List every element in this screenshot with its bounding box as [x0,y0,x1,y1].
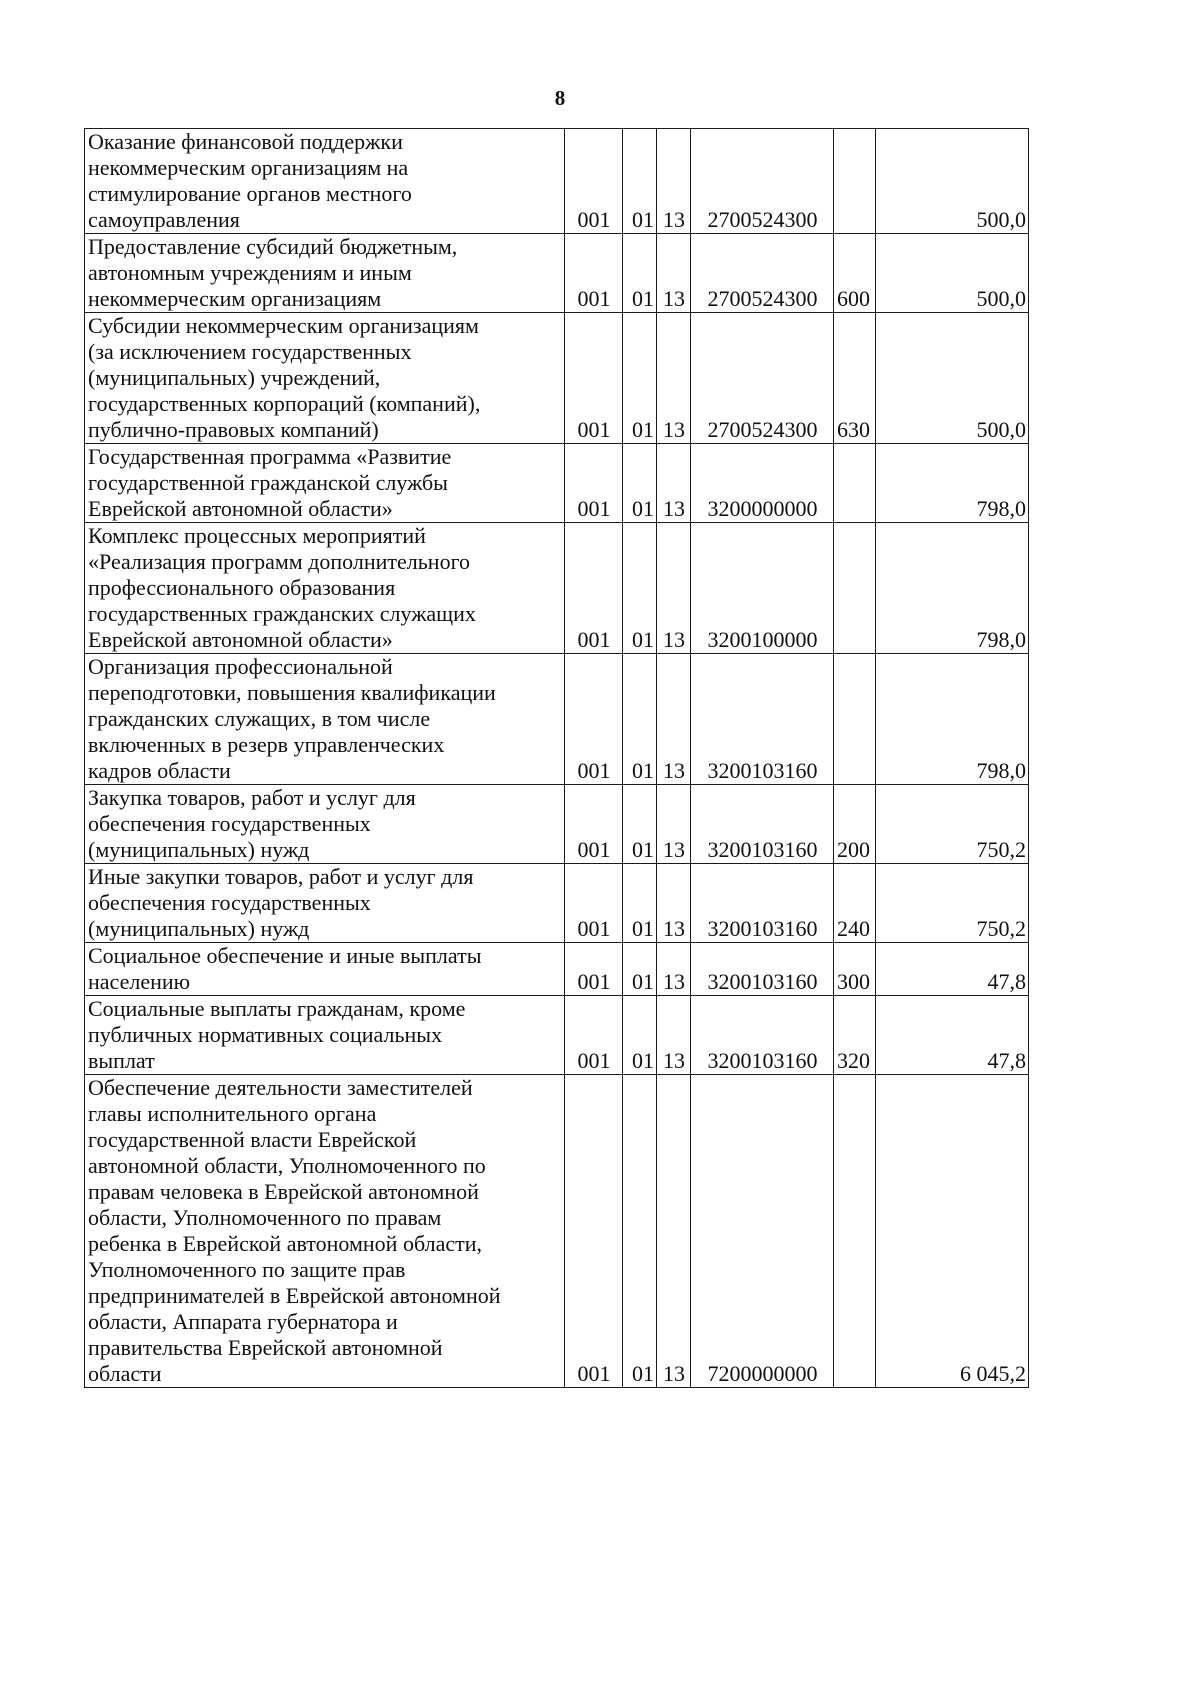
row-admin-code: 001 [565,313,623,444]
row-subsection-code: 13 [657,234,691,313]
table-row [85,996,1029,1075]
row-amount: 798,0 [876,523,1029,654]
table-row [85,654,1029,785]
row-expense-type-code [834,1075,876,1388]
row-admin-code: 001 [565,785,623,864]
row-admin-code: 001 [565,523,623,654]
row-description: Государственная программа «Развитие государственной гражданской службы Еврейской автономной области» [85,444,565,523]
row-amount: 500,0 [876,129,1029,234]
row-admin-code: 001 [565,943,623,996]
row-admin-code: 001 [565,1075,623,1388]
row-expense-type-code [834,444,876,523]
row-subsection-code: 13 [657,313,691,444]
row-section-code: 01 [623,523,657,654]
row-expense-type-code: 300 [834,943,876,996]
row-section-code: 01 [623,864,657,943]
table-row [85,523,1029,654]
row-amount: 500,0 [876,313,1029,444]
row-target-code: 3200103160 [691,996,834,1075]
row-admin-code: 001 [565,234,623,313]
page-number: 8 [554,86,566,110]
table-row [85,1075,1029,1388]
row-amount: 47,8 [876,943,1029,996]
row-subsection-code: 13 [657,864,691,943]
row-expense-type-code: 630 [834,313,876,444]
row-description: Социальные выплаты гражданам, кроме публичных нормативных социальных выплат [85,996,565,1075]
row-subsection-code: 13 [657,129,691,234]
row-admin-code: 001 [565,864,623,943]
row-description: Субсидии некоммерческим организациям (за исключением государственных (муниципальных) учреждений, государственных корпораций (компаний), публично-правовых компаний) [85,313,565,444]
row-expense-type-code: 240 [834,864,876,943]
row-amount: 798,0 [876,444,1029,523]
row-section-code: 01 [623,1075,657,1388]
row-section-code: 01 [623,444,657,523]
row-description: Социальное обеспечение и иные выплаты населению [85,943,565,996]
budget-table [84,128,1029,1388]
row-admin-code: 001 [565,444,623,523]
table-row [85,234,1029,313]
row-target-code: 7200000000 [691,1075,834,1388]
row-subsection-code: 13 [657,996,691,1075]
row-subsection-code: 13 [657,523,691,654]
row-target-code: 3200103160 [691,943,834,996]
row-amount: 798,0 [876,654,1029,785]
table-row [85,864,1029,943]
row-amount: 750,2 [876,864,1029,943]
row-section-code: 01 [623,996,657,1075]
row-subsection-code: 13 [657,1075,691,1388]
row-admin-code: 001 [565,996,623,1075]
row-subsection-code: 13 [657,444,691,523]
row-target-code: 2700524300 [691,313,834,444]
row-description: Иные закупки товаров, работ и услуг для обеспечения государственных (муниципальных) нужд [85,864,565,943]
row-description: Организация профессиональной переподготовки, повышения квалификации гражданских служащих, в том числе включенных в резерв управленческих кадров области [85,654,565,785]
table-row [85,943,1029,996]
row-expense-type-code [834,523,876,654]
row-section-code: 01 [623,654,657,785]
table-row [85,785,1029,864]
row-amount: 500,0 [876,234,1029,313]
row-target-code: 3200103160 [691,654,834,785]
row-target-code: 3200000000 [691,444,834,523]
row-subsection-code: 13 [657,654,691,785]
row-amount: 750,2 [876,785,1029,864]
row-expense-type-code: 600 [834,234,876,313]
row-target-code: 2700524300 [691,234,834,313]
row-expense-type-code: 320 [834,996,876,1075]
row-admin-code: 001 [565,654,623,785]
row-subsection-code: 13 [657,785,691,864]
row-target-code: 3200103160 [691,785,834,864]
row-subsection-code: 13 [657,943,691,996]
table-row [85,129,1029,234]
row-target-code: 3200103160 [691,864,834,943]
row-description: Предоставление субсидий бюджетным, автономным учреждениям и иным некоммерческим организациям [85,234,565,313]
row-admin-code: 001 [565,129,623,234]
row-description: Оказание финансовой поддержки некоммерческим организациям на стимулирование органов местного самоуправления [85,129,565,234]
row-amount: 47,8 [876,996,1029,1075]
row-target-code: 2700524300 [691,129,834,234]
row-description: Комплекс процессных мероприятий «Реализация программ дополнительного профессионального образования государственных гражданских служащих Еврейской автономной области» [85,523,565,654]
row-section-code: 01 [623,129,657,234]
row-section-code: 01 [623,785,657,864]
table-row [85,444,1029,523]
row-description: Обеспечение деятельности заместителей главы исполнительного органа государственной власти Еврейской автономной области, Уполномоченного по правам человека в Еврейской автономной области, Уполномоченного по правам ребенка в Еврейской автономной области, Уполномоченного по защите прав предпринимателей в Еврейской автономной области, Аппарата губернатора и правительства Еврейской автономной области [85,1075,565,1388]
row-expense-type-code [834,129,876,234]
budget-table-body [85,129,1029,1388]
row-target-code: 3200100000 [691,523,834,654]
row-description: Закупка товаров, работ и услуг для обеспечения государственных (муниципальных) нужд [85,785,565,864]
row-section-code: 01 [623,943,657,996]
row-section-code: 01 [623,234,657,313]
row-expense-type-code: 200 [834,785,876,864]
row-expense-type-code [834,654,876,785]
row-section-code: 01 [623,313,657,444]
row-amount: 6 045,2 [876,1075,1029,1388]
table-row [85,313,1029,444]
